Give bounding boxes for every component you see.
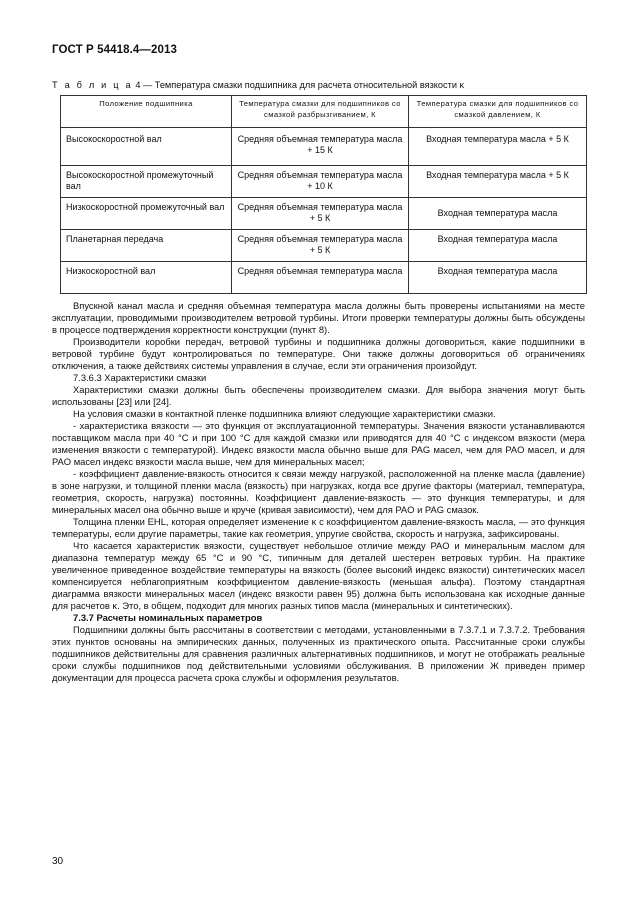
cell-pressure-temp: Входная температура масла + 5 К	[409, 166, 587, 198]
cell-position: Низкоскоростной промежуточный вал	[61, 198, 232, 230]
cell-position: Высокоскоростной вал	[61, 128, 232, 166]
list-item: - коэффициент давление-вязкость относится к связи между нагрузкой, расположенной на пленке масла (давление) в зоне нагрузки, и толщиной пленки масла (вязкость) при нагрузках, когда все другие факторы (материал, температура, геометрия, скорость, нагрузка) постоянны. Коэффициент давление-вязкость — это функция температуры, и для минеральных масел она обычно выше и круче (кривая зависимости), чем для PAO и PAG смазок.	[52, 468, 585, 515]
cell-splash-temp: Средняя объемная температура масла + 10 К	[232, 166, 409, 198]
paragraph: Впускной канал масла и средняя объемная температура масла должны быть проверены испытаниями на месте эксплуатации, проводимыми производителем ветровой турбины. Итоги проверки температуры должны быть обсуждены в процессе подтверждения корректности конструкции (пункт 8).	[52, 300, 585, 335]
paragraph: Что касается характеристик вязкости, существует небольшое отличие между PAO и минеральным маслом для диапазона температур между 65 °С и 90 °С, типичным для деталей шестерен ветровых турбин. На практике увеличенное приведенное воздействие температуры на вязкость (более высокий индекс вязкости) синтетических масел компенсируется неблагоприятным коэффициентом давление-вязкость (меньшая альфа). Поэтому стандартная диаграмма вязкости минеральных масел (индекс вязкости равен 95) должна быть использована как исходные данные для расчетов κ. Это, в общем, подходит для многих разных типов масла (минеральных и синтетических).	[52, 540, 585, 611]
table-row	[61, 128, 587, 166]
paragraph: Толщина пленки EHL, которая определяет изменение κ с коэффициентом давление-вязкость масла, — это функция температуры, если другие параметры, такие как геометрия, упругие свойства, скорость и нагрузка, зафиксированы.	[52, 516, 585, 539]
cell-position: Высокоскоростной промежуточный вал	[61, 166, 232, 198]
cell-splash-temp: Средняя объемная температура масла + 5 К	[232, 230, 409, 262]
table-row	[61, 166, 587, 198]
column-header-pressure: Температура смазки для подшипников со смазкой давлением, К	[409, 96, 587, 128]
table-row	[61, 230, 587, 262]
section-heading: 7.3.7 Расчеты номинальных параметров	[73, 612, 263, 623]
cell-splash-temp: Средняя объемная температура масла + 5 К	[232, 198, 409, 230]
cell-position: Планетарная передача	[61, 230, 232, 262]
page-number: 30	[52, 856, 64, 867]
column-header-position: Положение подшипника	[61, 96, 232, 128]
lubricant-temperature-table	[60, 95, 587, 294]
table-row	[61, 198, 587, 230]
section-heading: 7.3.6.3 Характеристики смазки	[73, 372, 207, 383]
cell-pressure-temp: Входная температура масла	[409, 262, 587, 294]
paragraph: Производители коробки передач, ветровой турбины и подшипника должны договориться, какие подшипники в ветровой турбине будут контролироваться по температуре. Они также должны договориться об ограничениях отключения, а также действиях системы управления в случае, если эти ограничения произойдут.	[52, 336, 585, 371]
cell-pressure-temp: Входная температура масла	[409, 198, 587, 230]
list-item: - характеристика вязкости — это функция от эксплуатационной температуры. Значения вязкости устанавливаются поставщиком масла при 40 °С и при 100 °С для каждой смазки или приводятся для 40 °С с индексом вязкости (мера изменения вязкости с температурой). Индекс вязкости масла обычно выше для PAG масел, чем для PAO масел, и для PAO масел индекс вязкости масла выше, чем для минеральных масел;	[52, 420, 585, 467]
paragraph: Характеристики смазки должны быть обеспечены производителем смазки. Для выбора значения могут быть использованы [23] или [24].	[52, 384, 585, 407]
cell-pressure-temp: Входная температура масла	[409, 230, 587, 262]
cell-pressure-temp: Входная температура масла + 5 К	[409, 128, 587, 166]
table-row	[61, 262, 587, 294]
paragraph: На условия смазки в контактной пленке подшипника влияют следующие характеристики смазки.	[73, 408, 496, 419]
table-caption	[52, 80, 597, 90]
document-header: ГОСТ Р 54418.4—2013	[52, 44, 177, 56]
body-text	[52, 300, 585, 684]
table-caption-text: 4 — Температура смазки подшипника для расчета относительной вязкости κ	[132, 80, 465, 90]
cell-splash-temp: Средняя объемная температура масла	[232, 262, 409, 294]
table-header-row	[61, 96, 587, 128]
table-caption-prefix: Т а б л и ц а	[52, 80, 133, 90]
paragraph: Подшипники должны быть рассчитаны в соответствии с методами, установленными в 7.3.7.1 и 7.3.7.2. Требования этих пунктов основаны на эмпирических данных, полученных из практического опыта. Рассчитанные сроки службы подшипников действительны для сравнения различных альтернативных подшипников, и могут не отображать реальные сроки службы подшипников под действительными условиями обслуживания. В приложении Ж приведен пример документации для процесса расчета срока службы и оформления результатов.	[52, 624, 585, 683]
cell-splash-temp: Средняя объемная температура масла + 15 К	[232, 128, 409, 166]
cell-position: Низкоскоростной вал	[61, 262, 232, 294]
column-header-splash: Температура смазки для подшипников со смазкой разбрызгиванием, К	[232, 96, 409, 128]
